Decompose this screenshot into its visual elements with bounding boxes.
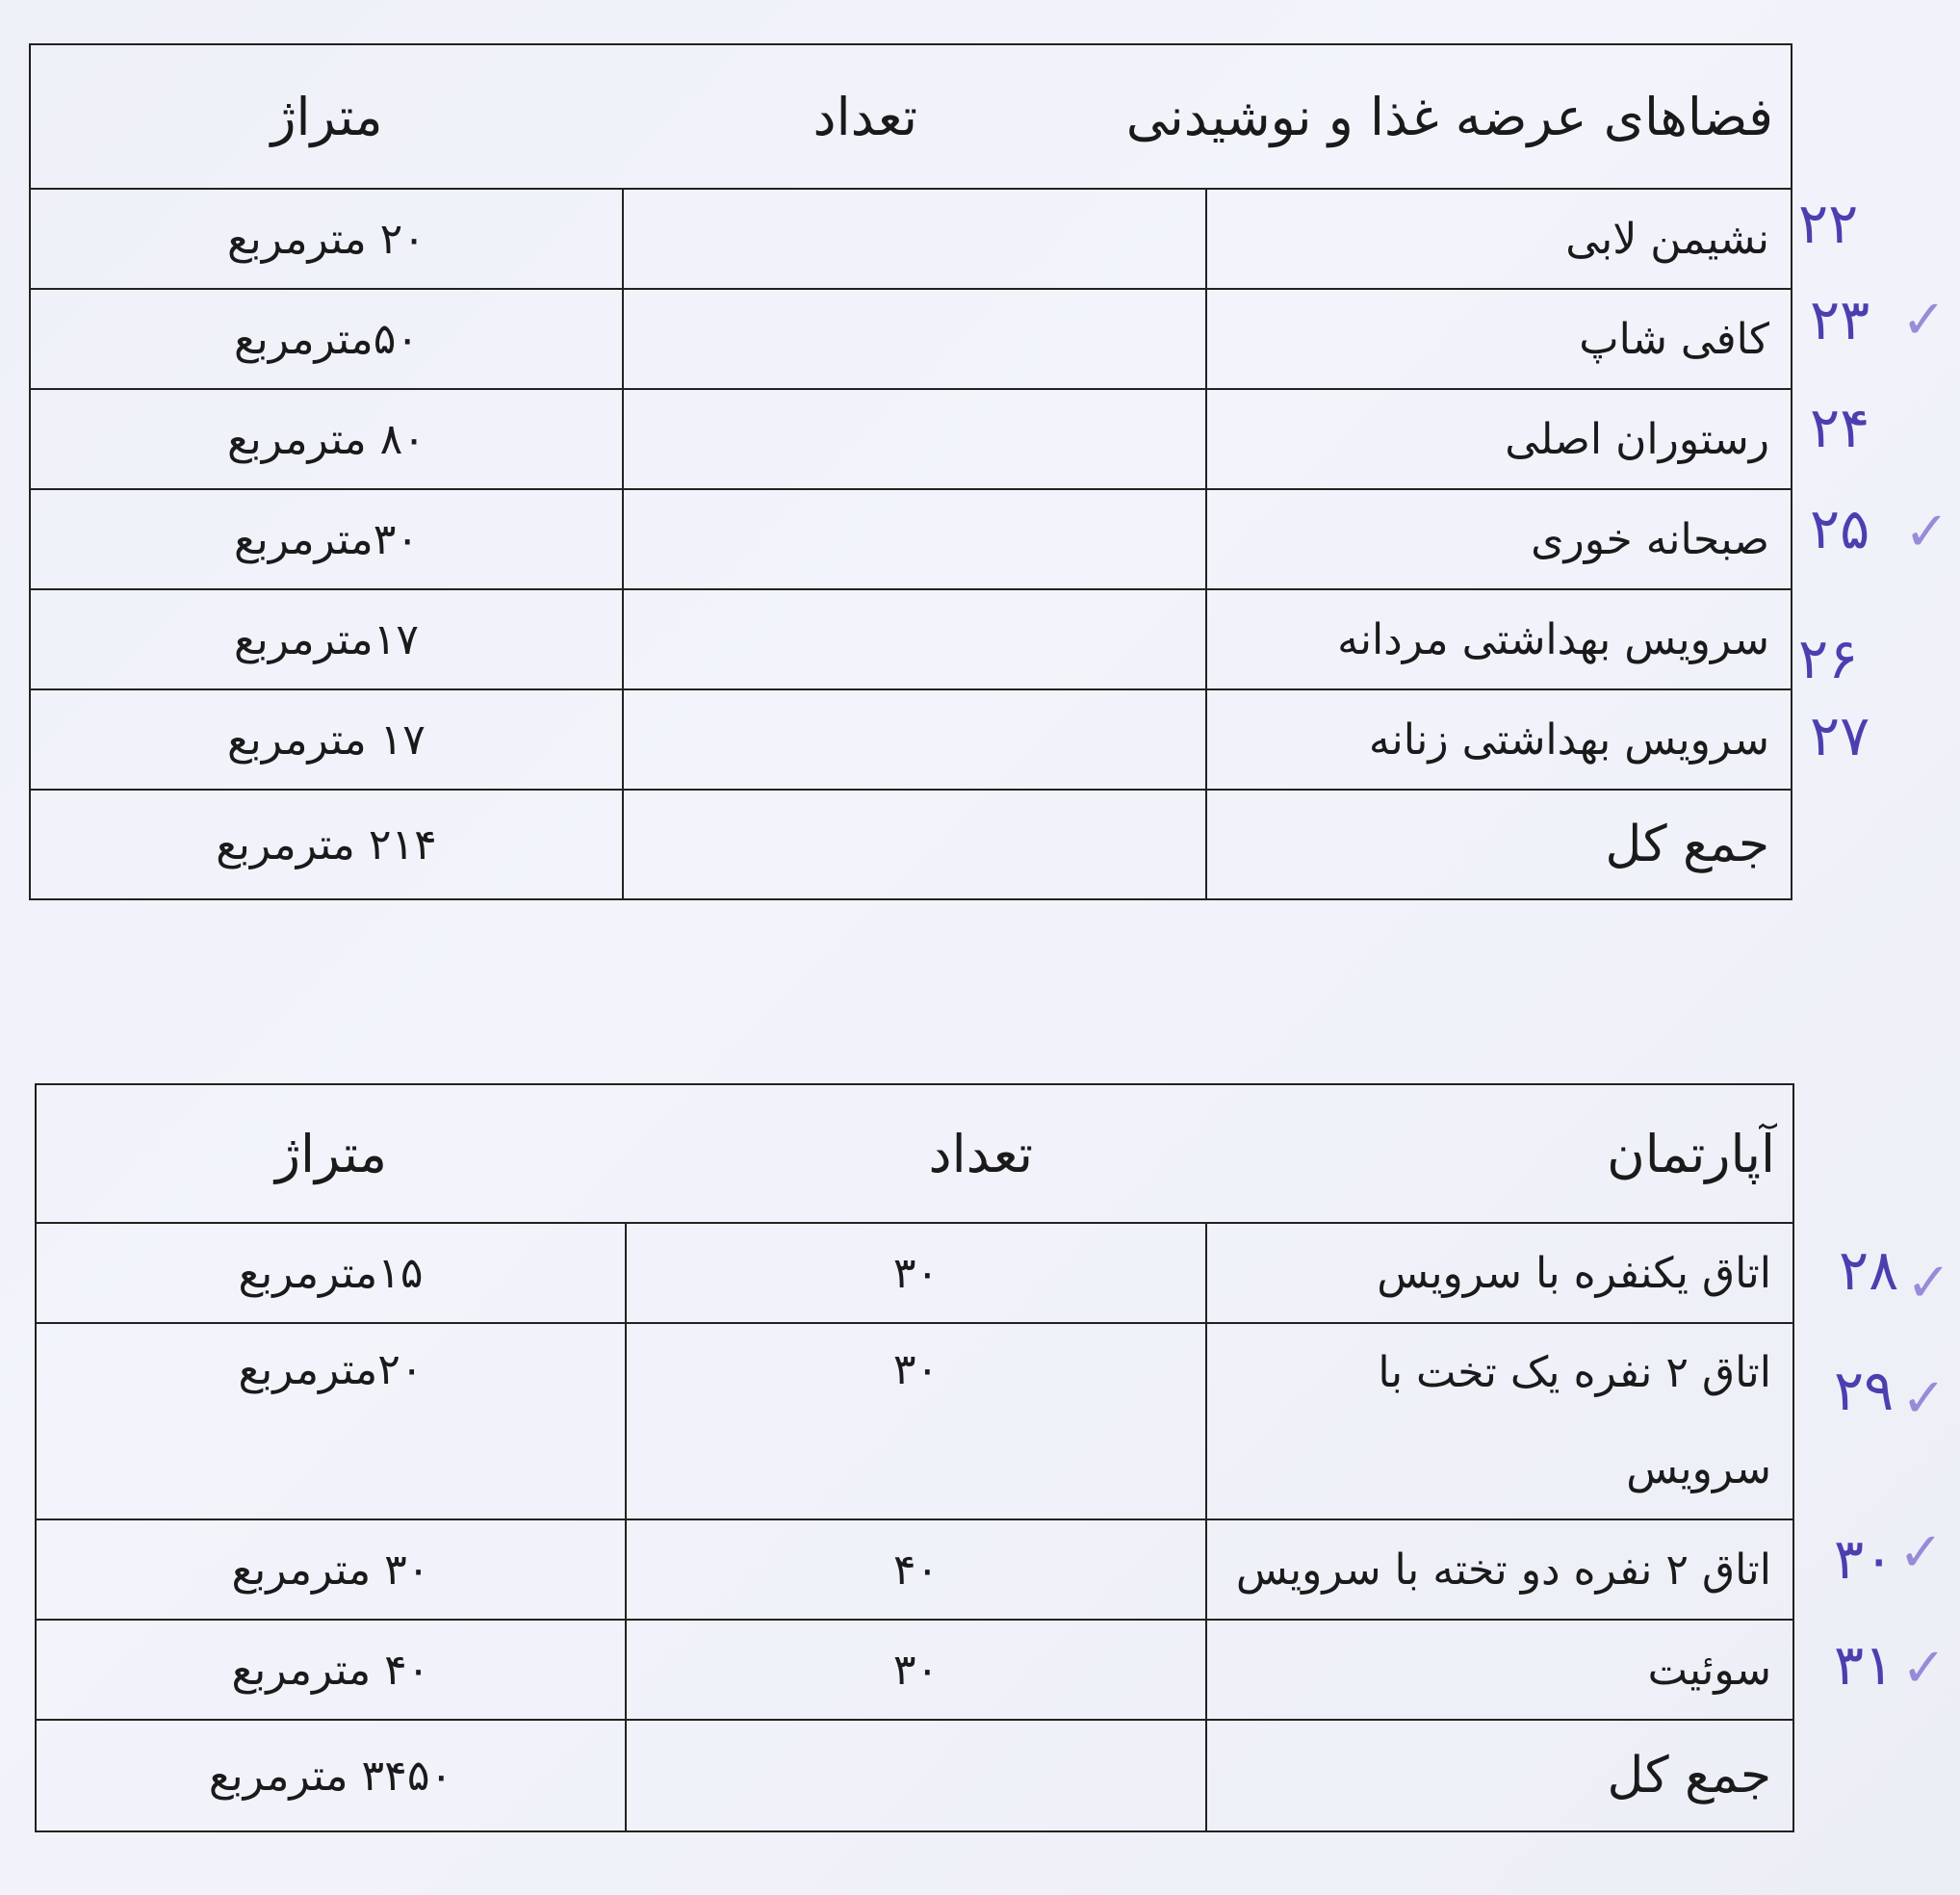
row-space-name: صبحانه خوری xyxy=(1206,489,1792,589)
handwritten-row-number: ۲۳ xyxy=(1810,287,1870,352)
row-count xyxy=(623,689,1206,790)
row-space-name: کافی شاپ xyxy=(1206,289,1792,389)
header-area: متراژ xyxy=(30,44,623,189)
handwritten-row-number: ۳۱ xyxy=(1834,1632,1895,1698)
header-space-name: آپارتمان xyxy=(1206,1084,1793,1223)
row-area: ۳۰ مترمربع xyxy=(36,1519,626,1620)
table-row xyxy=(36,1620,1793,1720)
table-row xyxy=(30,289,1792,389)
total-count xyxy=(623,790,1206,899)
table-header-row xyxy=(36,1084,1793,1223)
total-row xyxy=(30,790,1792,899)
total-area: ۲۱۴ مترمربع xyxy=(30,790,623,899)
table-row xyxy=(36,1323,1793,1519)
row-count: ۳۰ xyxy=(626,1223,1206,1323)
row-count: ۳۰ xyxy=(626,1323,1206,1519)
apartment-table xyxy=(35,1083,1794,1832)
table-header-row xyxy=(30,44,1792,189)
header-area: متراژ xyxy=(36,1084,626,1223)
table-row xyxy=(30,389,1792,489)
handwritten-row-number: ۲۴ xyxy=(1810,395,1870,460)
total-label: جمع کل xyxy=(1206,790,1792,899)
header-count: تعداد xyxy=(626,1084,1206,1223)
table-row xyxy=(36,1223,1793,1323)
handwritten-row-number: ۲۹ xyxy=(1834,1358,1895,1423)
row-count: ۳۰ xyxy=(626,1620,1206,1720)
row-area: ۱۵مترمربع xyxy=(36,1223,626,1323)
row-space-name: رستوران اصلی xyxy=(1206,389,1792,489)
total-area: ۳۴۵۰ مترمربع xyxy=(36,1720,626,1831)
check-mark-icon: ✓ xyxy=(1901,289,1947,351)
check-mark-icon: ✓ xyxy=(1906,1252,1951,1314)
check-mark-icon: ✓ xyxy=(1901,1367,1947,1430)
row-count xyxy=(623,589,1206,689)
row-area: ۲۰مترمربع xyxy=(36,1323,626,1519)
row-count xyxy=(623,289,1206,389)
table-row xyxy=(30,489,1792,589)
row-area: ۱۷ مترمربع xyxy=(30,689,623,790)
handwritten-row-number: ۲۵ xyxy=(1810,496,1870,561)
row-count xyxy=(623,189,1206,289)
row-space-name: نشیمن لابی xyxy=(1206,189,1792,289)
row-area: ۱۷مترمربع xyxy=(30,589,623,689)
row-count: ۴۰ xyxy=(626,1519,1206,1620)
row-count xyxy=(623,389,1206,489)
row-area: ۴۰ مترمربع xyxy=(36,1620,626,1720)
check-mark-icon: ✓ xyxy=(1898,1521,1944,1584)
check-mark-icon: ✓ xyxy=(1901,1637,1947,1700)
table-row xyxy=(36,1519,1793,1620)
check-mark-icon: ✓ xyxy=(1904,501,1949,563)
row-space-name: سرویس بهداشتی زنانه xyxy=(1206,689,1792,790)
table-row xyxy=(30,589,1792,689)
handwritten-row-number: ۳۰ xyxy=(1834,1526,1895,1592)
header-space-name: فضاهای عرضه غذا و نوشیدنی xyxy=(1206,44,1792,189)
row-count xyxy=(623,489,1206,589)
handwritten-row-number: ۲۷ xyxy=(1810,703,1870,768)
row-area: ۳۰مترمربع xyxy=(30,489,623,589)
handwritten-row-number: ۲۸ xyxy=(1839,1237,1899,1303)
handwritten-row-number: ۲۶ xyxy=(1798,626,1859,691)
handwritten-row-number: ۲۲ xyxy=(1798,191,1859,256)
row-area: ۸۰ مترمربع xyxy=(30,389,623,489)
row-area: ۲۰ مترمربع xyxy=(30,189,623,289)
row-space-name: اتاق ۲ نفره دو تخته با سرویس xyxy=(1206,1519,1793,1620)
row-area: ۵۰مترمربع xyxy=(30,289,623,389)
total-label: جمع کل xyxy=(1206,1720,1793,1831)
food-beverage-spaces-table xyxy=(29,43,1792,900)
row-space-name: سوئیت xyxy=(1206,1620,1793,1720)
table-row xyxy=(30,189,1792,289)
header-count: تعداد xyxy=(623,44,1206,189)
row-space-name: اتاق ۲ نفره یک تخت با سرویس xyxy=(1206,1323,1793,1519)
row-space-name: اتاق یکنفره با سرویس xyxy=(1206,1223,1793,1323)
table-row xyxy=(30,689,1792,790)
total-row xyxy=(36,1720,1793,1831)
total-count xyxy=(626,1720,1206,1831)
row-space-name: سرویس بهداشتی مردانه xyxy=(1206,589,1792,689)
